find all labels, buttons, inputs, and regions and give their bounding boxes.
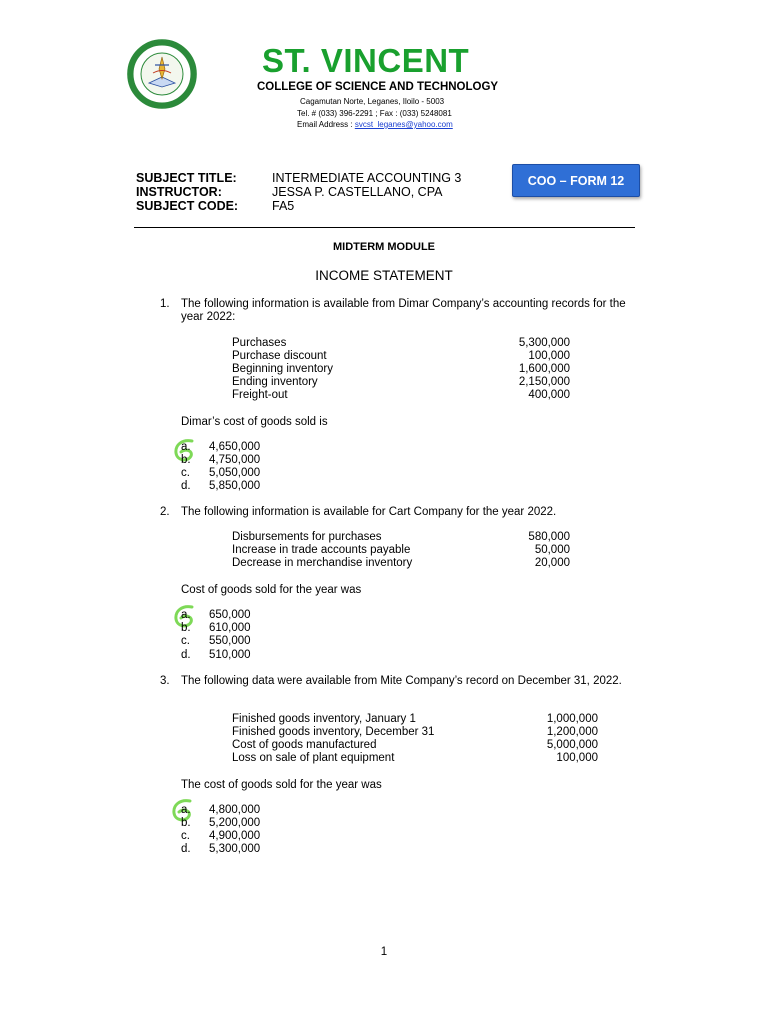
choice-text: 4,650,000 xyxy=(209,441,261,453)
choice-text: 4,750,000 xyxy=(209,454,261,466)
item-label: Purchases xyxy=(232,337,287,349)
subject-title-value: INTERMEDIATE ACCOUNTING 3 xyxy=(272,171,462,185)
choice-text: 510,000 xyxy=(209,649,251,661)
item-label: Cost of goods manufactured xyxy=(232,739,377,751)
question-text: The following information is available from Dimar Company’s accounting records for the year 2022: xyxy=(181,298,626,323)
choice-text: 5,300,000 xyxy=(209,843,261,855)
item-label: Finished goods inventory, January 1 xyxy=(232,713,416,725)
question-prompt: Cost of goods sold for the year was xyxy=(181,584,362,596)
choice-letter: a. xyxy=(181,609,191,621)
item-value: 5,300,000 xyxy=(518,337,570,349)
item-label: Freight-out xyxy=(232,389,288,401)
item-label: Increase in trade accounts payable xyxy=(232,544,411,556)
item-value: 2,150,000 xyxy=(518,376,570,388)
choice-letter: b. xyxy=(181,817,191,829)
choice-letter: d. xyxy=(181,480,191,492)
instructor-label: INSTRUCTOR: xyxy=(136,185,222,199)
choice-letter: d. xyxy=(181,649,191,661)
question-text: The following data were available from Mite Company’s record on December 31, 2022. xyxy=(181,675,622,687)
choice-text: 650,000 xyxy=(209,609,251,621)
choice-letter: c. xyxy=(181,467,190,479)
item-label: Ending inventory xyxy=(232,376,318,388)
item-value: 580,000 xyxy=(528,531,570,543)
item-value: 1,600,000 xyxy=(518,363,570,375)
choice-text: 5,050,000 xyxy=(209,467,261,479)
item-label: Purchase discount xyxy=(232,350,327,362)
form-badge: COO – FORM 12 xyxy=(512,164,640,197)
item-label: Loss on sale of plant equipment xyxy=(232,752,395,764)
choice-text: 5,850,000 xyxy=(209,480,261,492)
school-email-line xyxy=(297,120,453,129)
school-address: Cagamutan Norte, Leganes, Iloilo - 5003 xyxy=(300,97,445,106)
document-title: INCOME STATEMENT xyxy=(315,268,453,283)
email-label: Email Address : xyxy=(297,120,355,129)
item-value: 5,000,000 xyxy=(546,739,598,751)
choice-letter: b. xyxy=(181,622,191,634)
subject-code-label: SUBJECT CODE: xyxy=(136,199,239,213)
email-link[interactable]: svcst_leganes@yahoo.com xyxy=(354,120,453,129)
choice-text: 4,900,000 xyxy=(209,830,261,842)
choice-text: 610,000 xyxy=(209,622,251,634)
question-number: 3. xyxy=(160,675,170,687)
item-label: Finished goods inventory, December 31 xyxy=(232,726,435,738)
question-number: 1. xyxy=(160,298,170,310)
subject-code-value: FA5 xyxy=(272,199,295,213)
item-value: 1,000,000 xyxy=(546,713,598,725)
school-contact: Tel. # (033) 396-2291 ; Fax : (033) 5248081 xyxy=(297,109,452,118)
question-number: 2. xyxy=(160,506,170,518)
item-value: 20,000 xyxy=(534,557,570,569)
college-name: COLLEGE OF SCIENCE AND TECHNOLOGY xyxy=(257,81,499,93)
item-value: 1,200,000 xyxy=(546,726,598,738)
question-prompt: Dimar’s cost of goods sold is xyxy=(181,416,328,428)
module-title: MIDTERM MODULE xyxy=(332,241,436,253)
choice-letter: b. xyxy=(181,454,191,466)
choice-text: 4,800,000 xyxy=(209,804,261,816)
page-number: 1 xyxy=(380,946,388,958)
subject-title-label: SUBJECT TITLE: xyxy=(136,171,237,185)
item-label: Disbursements for purchases xyxy=(232,531,382,543)
item-value: 100,000 xyxy=(556,752,598,764)
instructor-value: JESSA P. CASTELLANO, CPA xyxy=(272,185,443,199)
item-value: 50,000 xyxy=(534,544,570,556)
school-seal-logo xyxy=(127,39,197,109)
item-label: Decrease in merchandise inventory xyxy=(232,557,413,569)
item-value: 400,000 xyxy=(528,389,570,401)
choice-letter: a. xyxy=(181,804,191,816)
choice-text: 5,200,000 xyxy=(209,817,261,829)
choice-letter: c. xyxy=(181,635,190,647)
question-prompt: The cost of goods sold for the year was xyxy=(181,779,382,791)
header-divider xyxy=(134,227,635,228)
choice-letter: c. xyxy=(181,830,190,842)
school-name: ST. VINCENT xyxy=(262,42,470,79)
choice-text: 550,000 xyxy=(209,635,251,647)
choice-letter: d. xyxy=(181,843,191,855)
choice-letter: a. xyxy=(181,441,191,453)
question-text: The following information is available for Cart Company for the year 2022. xyxy=(181,506,557,518)
item-label: Beginning inventory xyxy=(232,363,334,375)
item-value: 100,000 xyxy=(528,350,570,362)
